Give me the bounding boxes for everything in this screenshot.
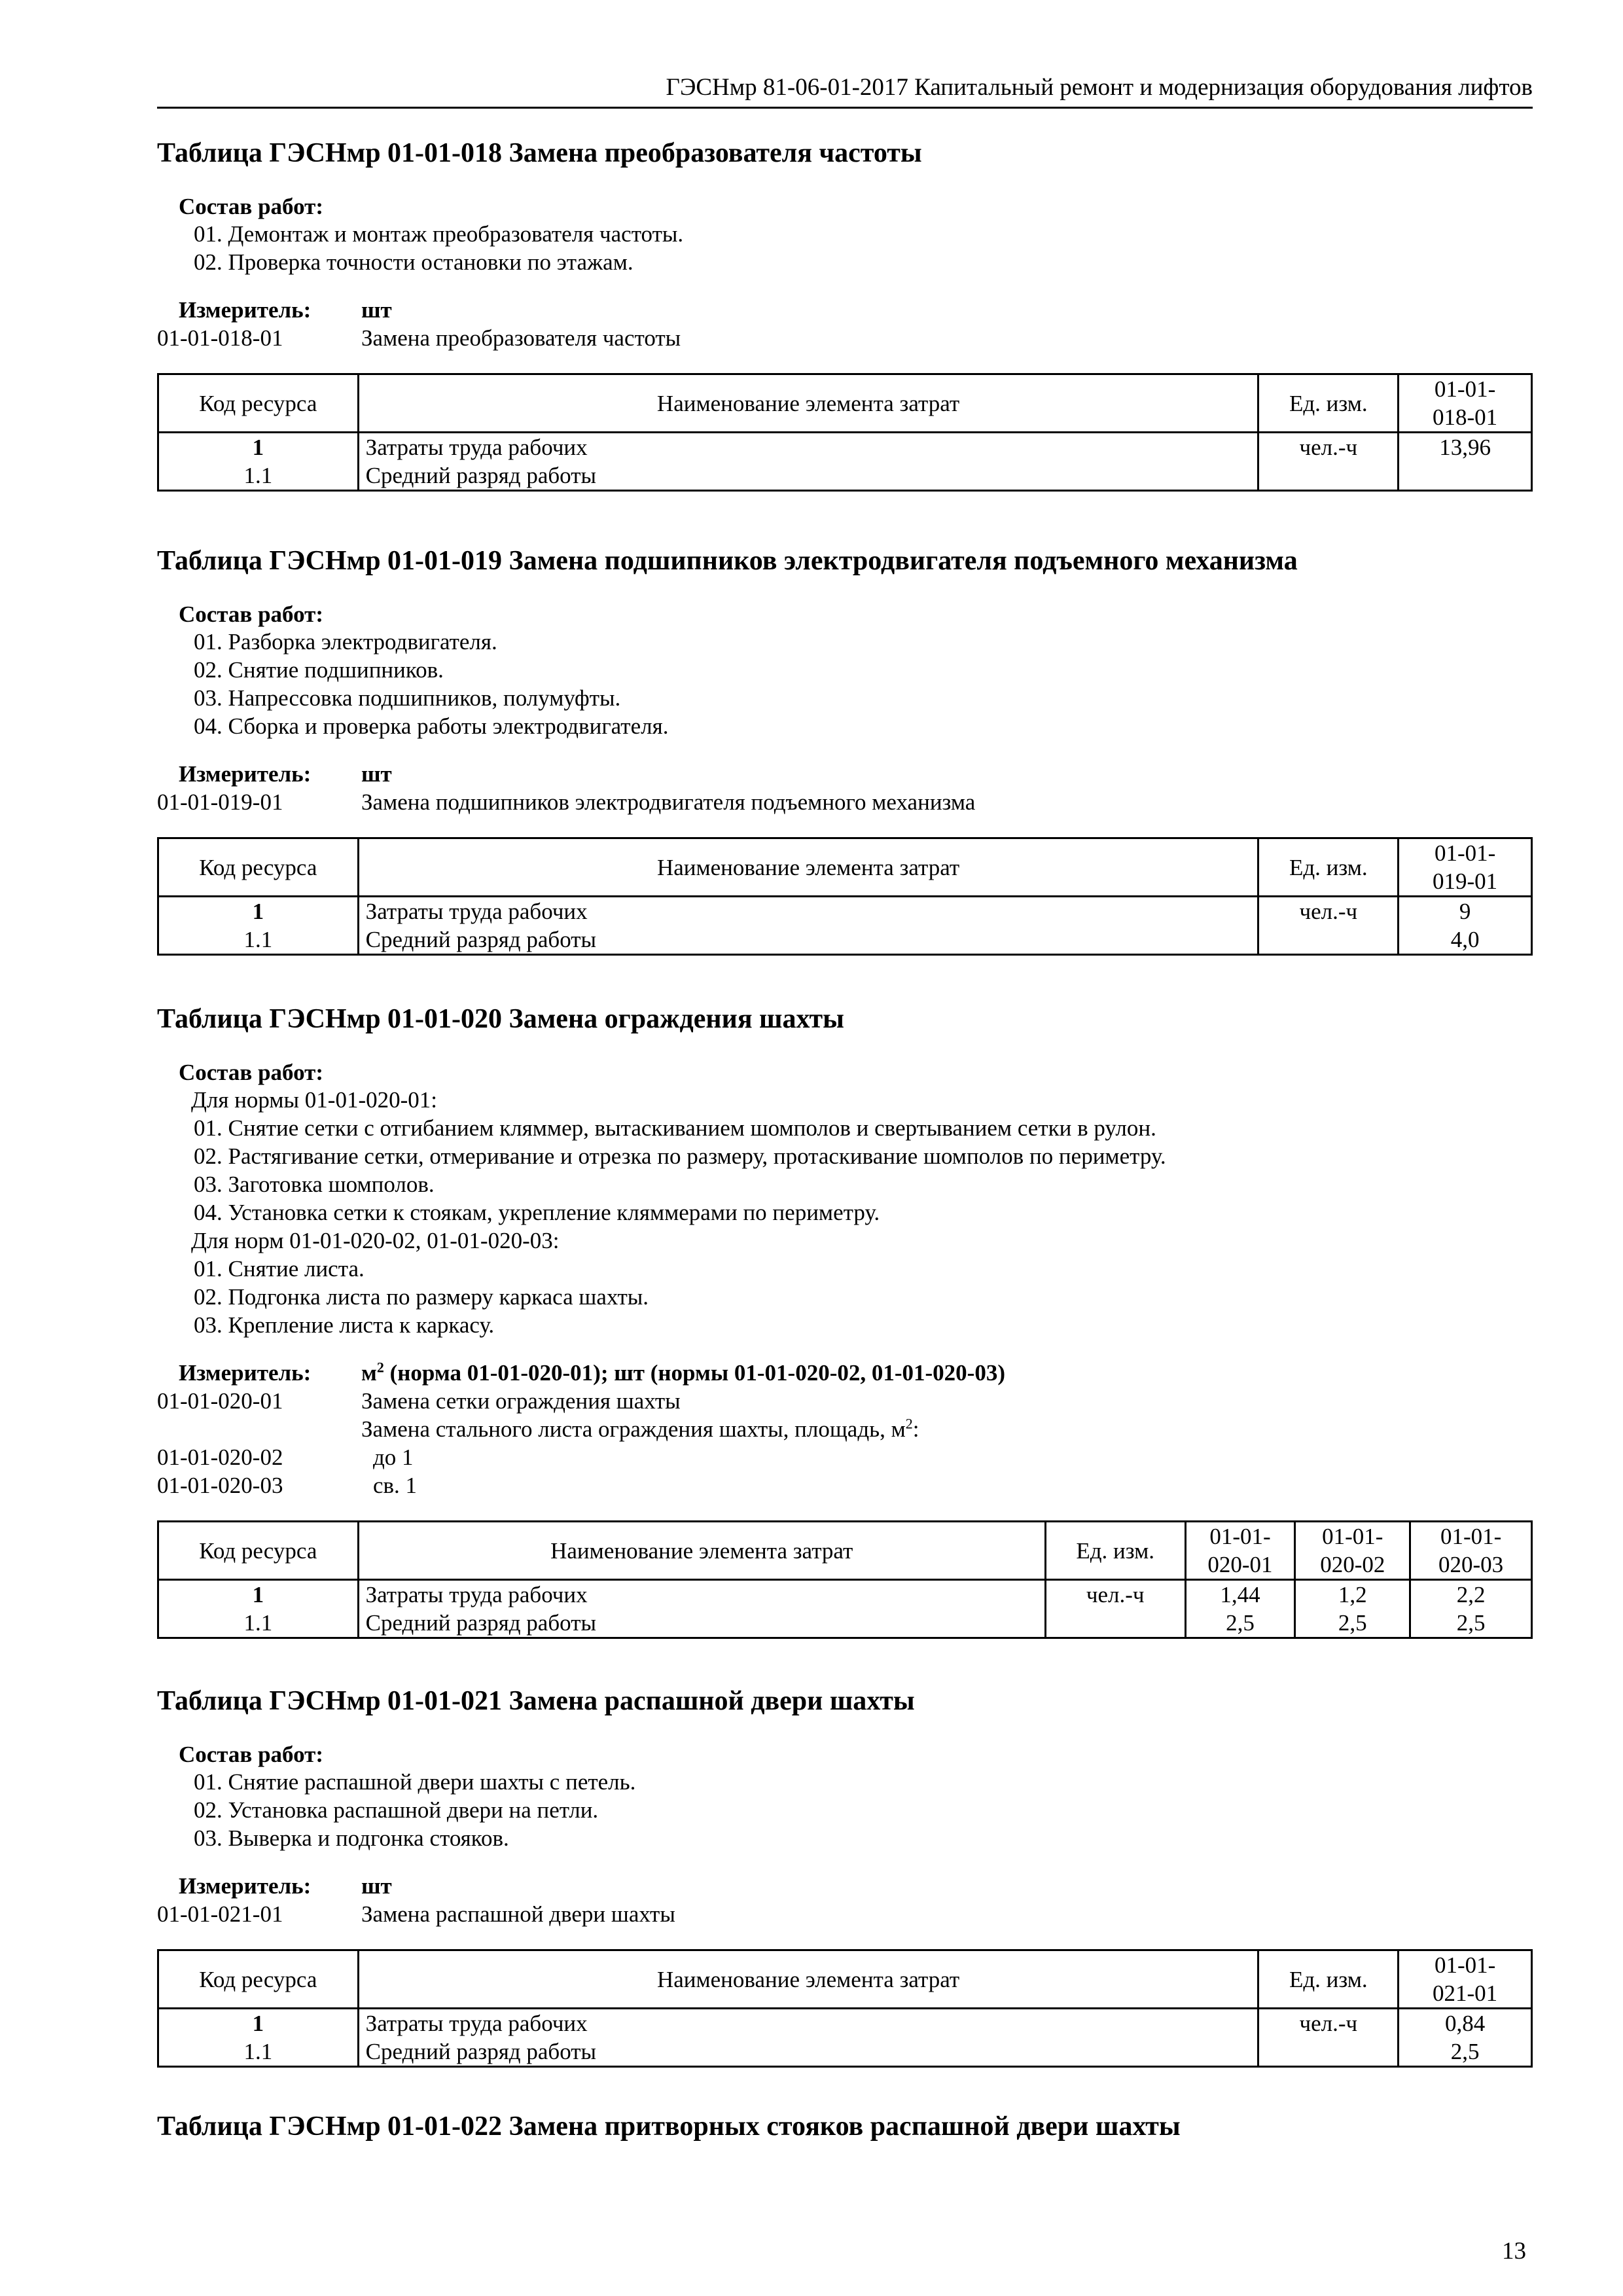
measure-label: Измеритель: xyxy=(179,761,312,787)
section-01-01-021 xyxy=(157,1685,1533,2068)
row-value: 0,84 xyxy=(1399,2009,1532,2038)
composition-label: Состав работ: xyxy=(179,601,323,627)
row-unit: чел.-ч xyxy=(1258,433,1399,462)
section-01-01-020 xyxy=(157,1003,1533,1639)
work-step: 02. Подгонка листа по размеру каркаса шахты. xyxy=(194,1284,649,1310)
resource-table xyxy=(157,1949,1533,2068)
norm-code: 01-01-018-01 xyxy=(157,325,283,351)
row-value: 13,96 xyxy=(1399,433,1532,462)
work-step: 01. Снятие сетки с отгибанием кляммер, вытаскиванием шомполов и свертыванием сетки в рулон. xyxy=(194,1115,1156,1141)
work-step: 01. Разборка электродвигателя. xyxy=(194,629,497,655)
row-name: Затраты труда рабочих xyxy=(358,2009,1258,2038)
col-unit-header: Ед. изм. xyxy=(1045,1522,1185,1580)
col-name-header: Наименование элемента затрат xyxy=(358,374,1258,433)
row-name: Средний разряд работы xyxy=(358,461,1258,491)
row-name: Средний разряд работы xyxy=(358,1609,1045,1638)
work-step: 02. Проверка точности остановки по этажам. xyxy=(194,249,633,275)
norm-row xyxy=(157,1900,1533,1928)
section-01-01-018 xyxy=(157,137,1533,492)
norm-row xyxy=(157,324,1533,352)
norm-code: 01-01-019-01 xyxy=(157,789,283,815)
norm-name: Замена сетки ограждения шахты xyxy=(361,1388,681,1414)
row-code: 1.1 xyxy=(158,2037,359,2067)
row-code: 1.1 xyxy=(158,925,359,955)
measure-unit: $м^2$ (норма 01-01-020-01); шт (нормы 01-01-020-02, 01-01-020-03) xyxy=(361,1359,1005,1386)
measure-label: Измеритель: xyxy=(179,297,312,323)
table-title: Таблица ГЭСНмр 01-01-019 Замена подшипников электродвигателя подъемного механизма xyxy=(157,546,1298,576)
row-unit: чел.-ч xyxy=(1258,2009,1399,2038)
work-step: 02. Растягивание сетки, отмеривание и отрезка по размеру, протаскивание шомполов по периметру. xyxy=(194,1143,1166,1169)
row-value: 4,0 xyxy=(1399,925,1532,955)
norm-name: Замена подшипников электродвигателя подъемного механизма xyxy=(361,789,976,815)
row-unit: чел.-ч xyxy=(1258,897,1399,926)
col-norm-header: 01-01- 019-01 xyxy=(1399,838,1532,897)
col-norm-header: 01-01- 020-03 xyxy=(1410,1522,1532,1580)
col-code-header: Код ресурса xyxy=(158,1950,359,2009)
row-code: 1.1 xyxy=(158,1609,359,1638)
work-step-note: Для норм 01-01-020-02, 01-01-020-03: xyxy=(191,1228,560,1253)
row-value: 9 xyxy=(1399,897,1532,926)
table-header-row xyxy=(158,838,1532,897)
col-unit-header: Ед. изм. xyxy=(1258,374,1399,433)
header-rule xyxy=(157,107,1533,109)
measure-unit: шт xyxy=(361,297,392,323)
row-value: 1,2 xyxy=(1295,1580,1410,1609)
col-code-header: Код ресурса xyxy=(158,1522,359,1580)
norm-code: 01-01-020-01 xyxy=(157,1388,283,1414)
table-row xyxy=(158,1609,1532,1638)
row-name: Средний разряд работы xyxy=(358,2037,1258,2067)
col-code-header: Код ресурса xyxy=(158,374,359,433)
row-name: Средний разряд работы xyxy=(358,925,1258,955)
row-value: 2,5 xyxy=(1295,1609,1410,1638)
norm-code: 01-01-020-03 xyxy=(157,1473,283,1498)
section-01-01-019 xyxy=(157,545,1533,956)
row-value: 2,2 xyxy=(1410,1580,1532,1609)
table-header-row xyxy=(158,1522,1532,1580)
col-name-header: Наименование элемента затрат xyxy=(358,1950,1258,2009)
composition-label: Состав работ: xyxy=(179,1742,323,1767)
col-code-header: Код ресурса xyxy=(158,838,359,897)
work-step: 03. Крепление листа к каркасу. xyxy=(194,1312,495,1338)
section-01-01-022 xyxy=(157,2111,1533,2142)
table-title: Таблица ГЭСНмр 01-01-021 Замена распашной двери шахты xyxy=(157,1686,915,1716)
row-code: 1.1 xyxy=(158,461,359,491)
work-step: 02. Снятие подшипников. xyxy=(194,657,444,683)
row-name: Затраты труда рабочих xyxy=(358,433,1258,462)
work-step: 01. Демонтаж и монтаж преобразователя частоты. xyxy=(194,221,684,247)
col-norm-header: 01-01- 020-02 xyxy=(1295,1522,1410,1580)
row-value: 1,44 xyxy=(1185,1580,1295,1609)
resource-table xyxy=(157,1520,1533,1639)
col-name-header: Наименование элемента затрат xyxy=(358,1522,1045,1580)
table-row xyxy=(158,2009,1532,2038)
measure-unit: шт xyxy=(361,761,392,787)
row-value: 2,5 xyxy=(1410,1609,1532,1638)
table-row xyxy=(158,897,1532,926)
col-norm-header: 01-01- 021-01 xyxy=(1399,1950,1532,2009)
norm-row xyxy=(157,788,1533,816)
norm-code: 01-01-021-01 xyxy=(157,1901,283,1927)
table-row xyxy=(158,2037,1532,2067)
row-name: Затраты труда рабочих xyxy=(358,897,1258,926)
work-step: 04. Установка сетки к стоякам, укрепление кляммерами по периметру. xyxy=(194,1200,880,1225)
col-unit-header: Ед. изм. xyxy=(1258,838,1399,897)
work-step: 01. Снятие листа. xyxy=(194,1256,365,1282)
table-header-row xyxy=(158,1950,1532,2009)
norm-row xyxy=(157,1471,1533,1499)
header-title: ГЭСНмр 81-06-01-2017 Капитальный ремонт и модернизация оборудования лифтов xyxy=(666,74,1533,101)
work-step: 02. Установка распашной двери на петли. xyxy=(194,1797,599,1823)
measure-row xyxy=(157,1872,1533,1900)
col-unit-header: Ед. изм. xyxy=(1258,1950,1399,2009)
row-value: 2,5 xyxy=(1399,2037,1532,2067)
measure-unit: шт xyxy=(361,1873,392,1899)
work-step: 01. Снятие распашной двери шахты с петель. xyxy=(194,1769,636,1795)
norm-group-title: Замена стального листа ограждения шахты, площадь, $м^2$: xyxy=(361,1415,919,1442)
work-step: 03. Заготовка шомполов. xyxy=(194,1172,435,1197)
table-row xyxy=(158,433,1532,462)
measure-label: Измеритель: xyxy=(179,1360,312,1386)
work-step: 03. Напрессовка подшипников, полумуфты. xyxy=(194,685,621,711)
col-name-header: Наименование элемента затрат xyxy=(358,838,1258,897)
norm-row xyxy=(157,1387,1533,1415)
row-unit: чел.-ч xyxy=(1045,1580,1185,1609)
row-value: 2,5 xyxy=(1185,1609,1295,1638)
col-norm-header: 01-01- 018-01 xyxy=(1399,374,1532,433)
table-title: Таблица ГЭСНмр 01-01-020 Замена ограждения шахты xyxy=(157,1004,844,1034)
row-code: 1 xyxy=(158,897,359,926)
table-row xyxy=(158,461,1532,491)
row-code: 1 xyxy=(158,2009,359,2038)
norm-name: до 1 xyxy=(373,1444,414,1470)
page-number: 13 xyxy=(1502,2238,1526,2265)
measure-row xyxy=(157,1359,1533,1387)
measure-row xyxy=(157,296,1533,324)
col-norm-header: 01-01- 020-01 xyxy=(1185,1522,1295,1580)
row-value xyxy=(1399,461,1532,491)
table-title: Таблица ГЭСНмр 01-01-018 Замена преобразователя частоты xyxy=(157,138,922,168)
table-header-row xyxy=(158,374,1532,433)
work-step: 03. Выверка и подгонка стояков. xyxy=(194,1825,509,1851)
table-row xyxy=(158,1580,1532,1609)
work-step: 04. Сборка и проверка работы электродвигателя. xyxy=(194,713,669,739)
norm-code: 01-01-020-02 xyxy=(157,1444,283,1470)
work-step-note: Для нормы 01-01-020-01: xyxy=(191,1087,437,1113)
row-code: 1 xyxy=(158,1580,359,1609)
norm-name: св. 1 xyxy=(373,1473,418,1498)
table-row xyxy=(158,925,1532,955)
norm-name: Замена преобразователя частоты xyxy=(361,325,681,351)
row-code: 1 xyxy=(158,433,359,462)
table-title: Таблица ГЭСНмр 01-01-022 Замена притворных стояков распашной двери шахты xyxy=(157,2111,1181,2142)
norm-group-row xyxy=(157,1415,1533,1443)
row-name: Затраты труда рабочих xyxy=(358,1580,1045,1609)
composition-label: Состав работ: xyxy=(179,194,323,219)
measure-label: Измеритель: xyxy=(179,1873,312,1899)
norm-row xyxy=(157,1443,1533,1471)
composition-label: Состав работ: xyxy=(179,1060,323,1085)
resource-table xyxy=(157,837,1533,956)
resource-table xyxy=(157,373,1533,492)
norm-name: Замена распашной двери шахты xyxy=(361,1901,675,1927)
measure-row xyxy=(157,760,1533,788)
